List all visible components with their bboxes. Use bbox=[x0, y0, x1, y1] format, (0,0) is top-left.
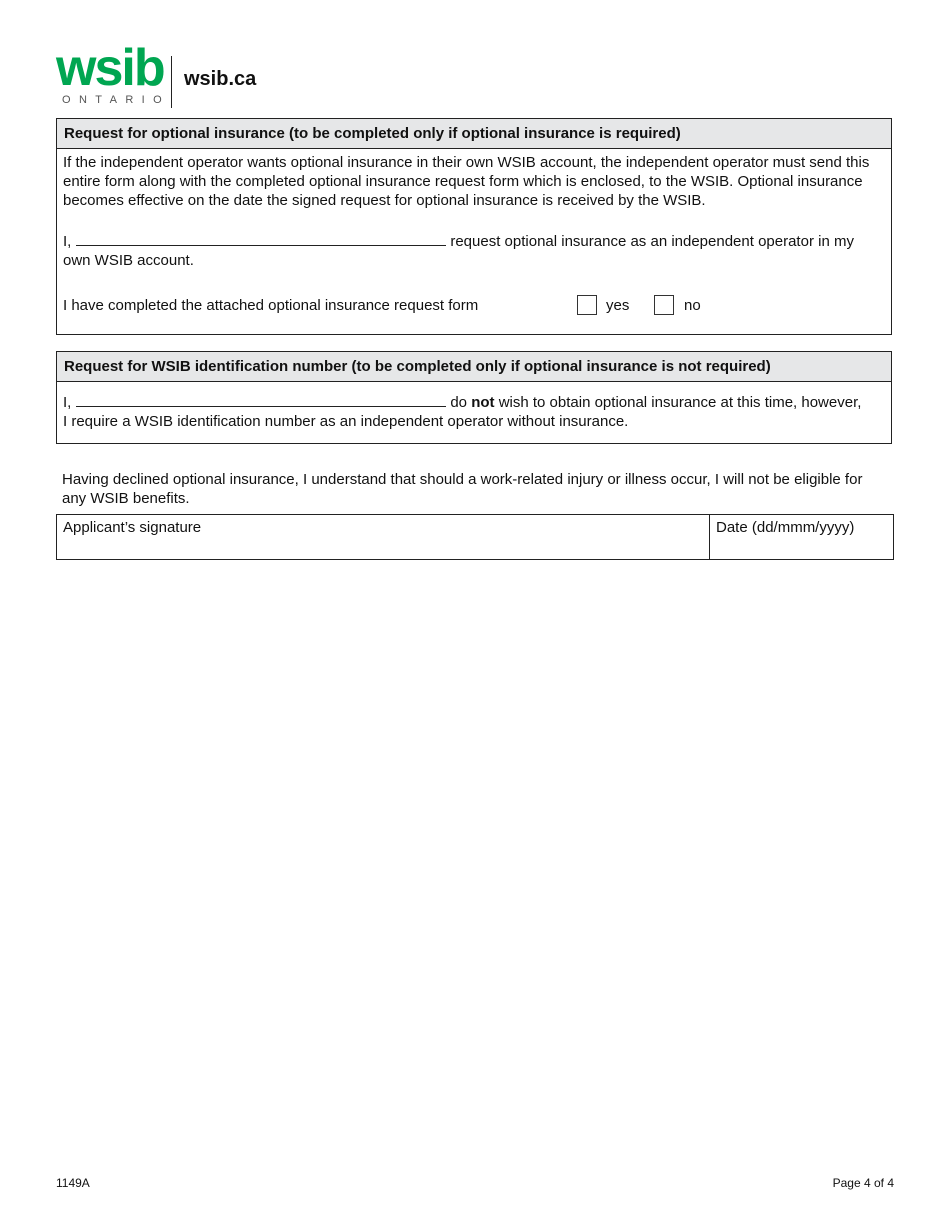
signature-table bbox=[56, 514, 894, 560]
line-continuation: own WSIB account. bbox=[63, 252, 194, 269]
page-number: Page 4 of 4 bbox=[832, 1176, 894, 1190]
optional-insurance-heading: Request for optional insurance (to be completed only if optional insurance is required) bbox=[57, 119, 891, 149]
line-suffix: do not wish to obtain optional insurance at this time, however, bbox=[450, 394, 862, 411]
logo-wordmark: wsib bbox=[56, 39, 164, 97]
wsib-logo bbox=[56, 39, 306, 110]
logo-divider bbox=[171, 56, 172, 108]
form-number: 1149A bbox=[56, 1176, 90, 1190]
date-field[interactable] bbox=[710, 515, 893, 559]
yes-checkbox[interactable] bbox=[577, 295, 597, 315]
applicant-signature-field[interactable] bbox=[57, 515, 710, 559]
id-number-section bbox=[56, 351, 892, 444]
line-suffix: request optional insurance as an independent operator in my bbox=[450, 233, 854, 250]
applicant-signature-label: Applicant’s signature bbox=[63, 519, 202, 536]
logo-subtitle: ONTARIO bbox=[62, 94, 171, 106]
optional-insurance-section bbox=[56, 118, 892, 335]
yes-label: yes bbox=[606, 297, 630, 314]
line-prefix: I, bbox=[63, 233, 72, 250]
no-checkbox[interactable] bbox=[654, 295, 674, 315]
optional-insurance-intro: If the independent operator wants optional insurance in their own WSIB account, the independent operator must send this entire form along with the completed optional insurance request form which is enclosed, to the WSIB. Optional insurance becomes effective on the date the signed request for optional insurance is received by the WSIB. bbox=[63, 154, 870, 209]
line-continuation: I require a WSIB identification number as an independent operator without insurance. bbox=[63, 413, 629, 430]
operator-name-field[interactable] bbox=[76, 392, 446, 407]
no-label: no bbox=[684, 297, 701, 314]
completed-form-label: I have completed the attached optional insurance request form bbox=[63, 297, 479, 314]
declined-statement: Having declined optional insurance, I understand that should a work-related injury or illness occur, I will not be eligible for any WSIB benefits. bbox=[62, 471, 863, 507]
line-prefix: I, bbox=[63, 394, 72, 411]
operator-name-field[interactable] bbox=[76, 231, 446, 246]
website-link[interactable]: wsib.ca bbox=[184, 68, 257, 90]
date-label: Date (dd/mmm/yyyy) bbox=[716, 519, 855, 536]
id-number-heading: Request for WSIB identification number (to be completed only if optional insurance is not required) bbox=[57, 352, 891, 382]
